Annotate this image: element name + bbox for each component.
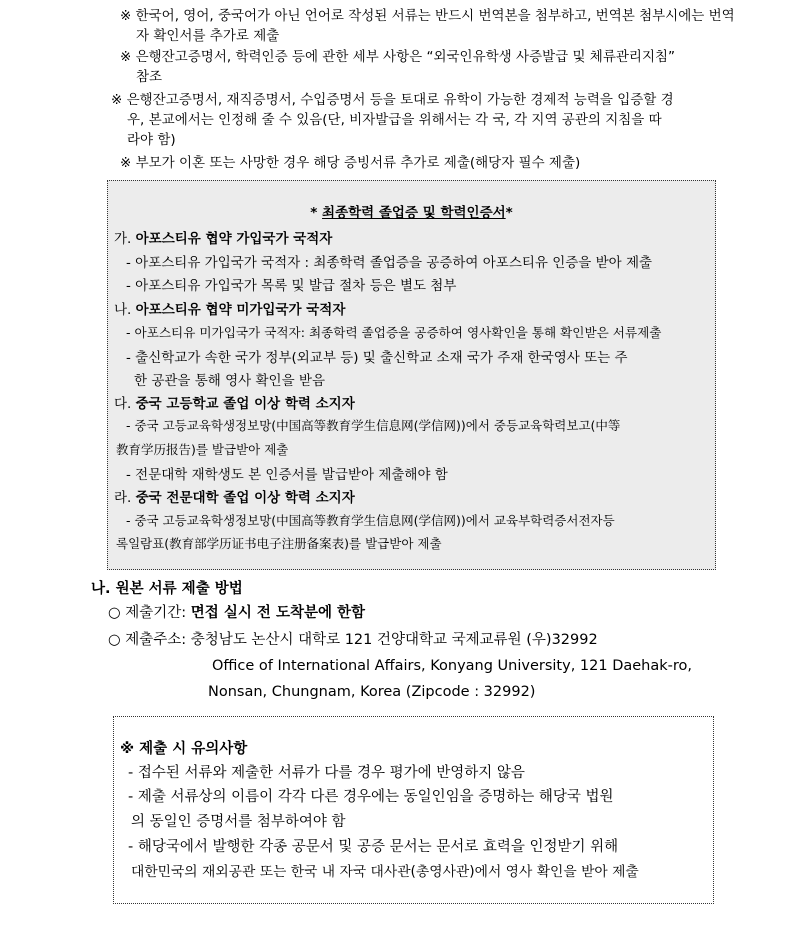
list-item-cont: 教育学历报告)를 발급받아 제출 [116,442,289,457]
address-label: ○ 제출주소: [108,632,187,648]
period-label: ○ 제출기간: [108,605,187,621]
section-marker: 라. [114,490,132,506]
section-title: 중국 전문대학 졸업 이상 학력 소지자 [135,490,355,506]
submission-address [108,628,598,652]
list-item: - 전문대학 재학생도 본 인증서를 발급받아 제출해야 함 [126,467,448,483]
note-line: ※ 은행잔고증명서, 재직증명서, 수입증명서 등을 토대로 유학이 가능한 경제적 능력을 입증할 경 [111,92,674,108]
list-item: - 중국 고등교육학생정보망(中国高等教育学生信息网(学信网))에서 중등교육학력보고(中等 [126,418,621,433]
title-prefix: * [310,205,323,221]
period-value: 면접 실시 전 도착분에 한함 [190,605,366,621]
certificate-box [107,180,716,570]
caution-line: - 접수된 서류와 제출한 서류가 다를 경우 평가에 반영하지 않음 [128,765,525,781]
list-item: - 출신학교가 속한 국가 정부(외교부 등) 및 출신학교 소재 국가 주재 한국영사 또는 주 [126,350,628,366]
list-item-cont: 한 공관을 통해 영사 확인을 받음 [134,373,325,389]
address-english-line1: Office of International Affairs, Konyang University, 121 Daehak-ro, [212,658,692,674]
list-item-cont: 록일람표(教育部学历证书电子注册备案表)를 발급받아 제출 [116,536,442,551]
caution-line: - 해당국에서 발행한 각종 공문서 및 공증 문서는 문서로 효력을 인정받기 위해 [128,839,619,855]
section-heading [114,227,332,247]
note-line: ※ 한국어, 영어, 중국어가 아닌 언어로 작성된 서류는 반드시 번역본을 첨부하고, 번역본 첨부시에는 번역 [120,8,735,24]
section-title: 아포스티유 협약 가입국가 국적자 [135,231,333,247]
caution-title: ※ 제출 시 유의사항 [120,741,248,757]
note-line: 자 확인서를 추가로 제출 [136,28,280,44]
address-english-line2: Nonsan, Chungnam, Korea (Zipcode : 32992) [208,684,536,700]
submission-period [108,601,365,625]
list-item: - 중국 고등교육학생정보망(中国高等教育学生信息网(学信网))에서 교육부학력증서전자등 [126,513,615,528]
note-translation [120,6,735,46]
section-heading [114,392,355,412]
note-line: 우, 본교에서는 인정해 줄 수 있음(단, 비자발급을 위해서는 각 국, 각 지역 공관의 지침을 따 [127,112,662,128]
caution-line: - 제출 서류상의 이름이 각각 다른 경우에는 동일인임을 증명하는 해당국 법원 [128,789,614,805]
section-marker: 나. [114,302,132,318]
list-item: - 아포스티유 미가입국가 국적자: 최종학력 졸업증을 공증하여 영사확인을 통해 확인받은 서류제출 [126,325,662,340]
note-line: ※ 부모가 이혼 또는 사망한 경우 해당 증빙서류 추가로 제출(해당자 필수 제출) [120,155,581,171]
section-title: 아포스티유 협약 미가입국가 국적자 [135,302,346,318]
section-b-heading: 나. 원본 서류 제출 방법 [91,581,243,597]
title-suffix: * [505,205,513,221]
list-item: - 아포스티유 가입국가 국적자 : 최종학력 졸업증을 공증하여 아포스티유 인증을 받아 제출 [126,255,653,271]
caution-line: 의 동일인 증명서를 첨부하여야 함 [131,814,346,830]
note-line: 참조 [136,69,163,85]
section-title: 중국 고등학교 졸업 이상 학력 소지자 [135,396,355,412]
section-marker: 다. [114,396,132,412]
note-parents [120,153,580,173]
section-heading [114,298,345,318]
section-heading [114,486,355,506]
caution-line: 대한민국의 재외공관 또는 한국 내 자국 대사관(총영사관)에서 영사 확인을 받아 제출 [131,864,639,880]
section-marker: 가. [114,231,132,247]
title-text: 최종학력 졸업증 및 학력인증서 [322,205,506,221]
note-line: ※ 은행잔고증명서, 학력인증 등에 관한 세부 사항은 “외국인유학생 사증발급 및 체류관리지침” [120,49,676,65]
note-bank-balance [120,47,675,87]
note-financial-ability [111,90,674,150]
list-item: - 아포스티유 가입국가 목록 및 발급 절차 등은 별도 첨부 [126,278,457,294]
note-line: 라야 함) [127,132,176,148]
certificate-box-title [108,201,715,221]
address-korean: 충청남도 논산시 대학로 121 건양대학교 국제교류원 (우)32992 [190,632,598,648]
caution-box [113,716,714,904]
